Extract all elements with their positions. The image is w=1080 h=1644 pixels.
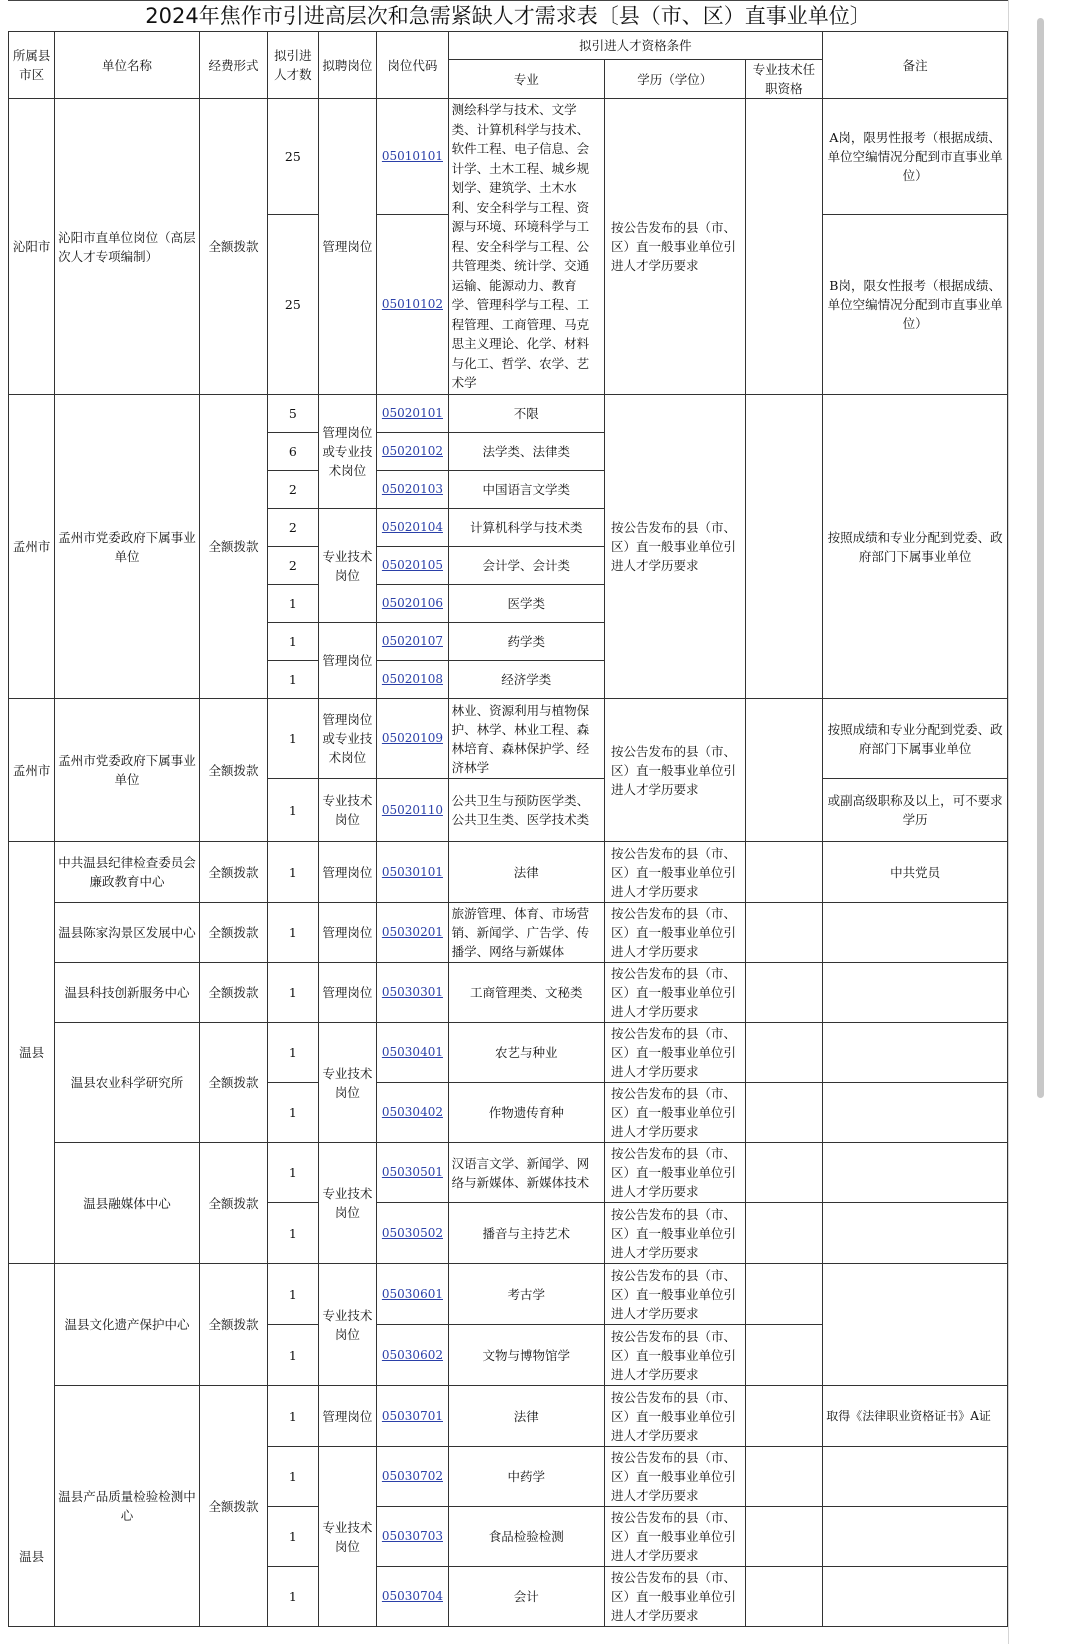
title-req-cell — [745, 1083, 823, 1143]
funding-cell: 全额拨款 — [199, 1264, 267, 1386]
remark-cell: 中共党员 — [823, 842, 1008, 903]
education-cell: 按公告发布的县（市、区）直一般事业单位引进人才学历要求 — [604, 1567, 745, 1627]
funding-cell: 全额拨款 — [199, 842, 267, 903]
post-cell: 专业技术岗位 — [318, 1447, 377, 1627]
title-req-cell — [745, 395, 823, 699]
post-cell: 管理岗位或专业技术岗位 — [318, 699, 377, 779]
title-req-cell — [745, 1325, 823, 1386]
education-cell: 按公告发布的县（市、区）直一般事业单位引进人才学历要求 — [604, 99, 745, 395]
table-row — [9, 903, 1008, 963]
major-cell: 旅游管理、体育、市场营销、新闻学、广告学、传播学、网络与新媒体 — [448, 903, 604, 963]
remark-cell: 按照成绩和专业分配到党委、政府部门下属事业单位 — [823, 699, 1008, 779]
title-req-cell — [745, 1567, 823, 1627]
education-cell: 按公告发布的县（市、区）直一般事业单位引进人才学历要求 — [604, 1507, 745, 1567]
post-code-link[interactable]: 05030703 — [377, 1507, 448, 1567]
major-cell: 法律 — [448, 842, 604, 903]
post-code-link[interactable]: 05010102 — [377, 215, 448, 395]
title-req-cell — [745, 1023, 823, 1083]
post-code-link[interactable]: 05030601 — [377, 1264, 448, 1325]
major-cell: 作物遗传育种 — [448, 1083, 604, 1143]
unit-cell: 孟州市党委政府下属事业单位 — [55, 395, 200, 699]
header-post: 拟聘岗位 — [318, 32, 377, 99]
count-cell: 25 — [268, 99, 318, 215]
count-cell: 2 — [268, 509, 318, 547]
post-code-link[interactable]: 05020110 — [377, 779, 448, 842]
post-cell: 管理岗位 — [318, 963, 377, 1023]
count-cell: 2 — [268, 547, 318, 585]
post-code-link[interactable]: 05030101 — [377, 842, 448, 903]
count-cell: 1 — [268, 1567, 318, 1627]
count-cell: 2 — [268, 471, 318, 509]
count-cell: 1 — [268, 842, 318, 903]
funding-cell: 全额拨款 — [199, 99, 267, 395]
education-cell: 按公告发布的县（市、区）直一般事业单位引进人才学历要求 — [604, 842, 745, 903]
remark-cell: B岗，限女性报考（根据成绩、单位空编情况分配到市直事业单位） — [823, 215, 1008, 395]
post-cell: 专业技术岗位 — [318, 779, 377, 842]
post-code-link[interactable]: 05010101 — [377, 99, 448, 215]
title-req-cell — [745, 1143, 823, 1203]
count-cell: 1 — [268, 661, 318, 699]
count-cell: 1 — [268, 699, 318, 779]
post-code-link[interactable]: 05030401 — [377, 1023, 448, 1083]
unit-cell: 温县农业科学研究所 — [55, 1023, 200, 1143]
post-cell: 管理岗位或专业技术岗位 — [318, 395, 377, 509]
unit-cell: 温县融媒体中心 — [55, 1143, 200, 1264]
post-code-link[interactable]: 05030704 — [377, 1567, 448, 1627]
education-cell: 按公告发布的县（市、区）直一般事业单位引进人才学历要求 — [604, 1083, 745, 1143]
major-cell: 汉语言文学、新闻学、网络与新媒体、新媒体技术 — [448, 1143, 604, 1203]
post-cell: 专业技术岗位 — [318, 1023, 377, 1143]
funding-cell: 全额拨款 — [199, 1023, 267, 1143]
funding-cell: 全额拨款 — [199, 395, 267, 699]
unit-cell: 温县文化遗产保护中心 — [55, 1264, 200, 1386]
document-page — [8, 0, 1008, 1627]
major-cell: 法律 — [448, 1386, 604, 1447]
post-code-link[interactable]: 05030301 — [377, 963, 448, 1023]
remark-cell — [823, 1507, 1008, 1567]
title-req-cell — [745, 99, 823, 395]
major-cell: 法学类、法律类 — [448, 433, 604, 471]
table-row — [9, 1264, 1008, 1325]
count-cell: 1 — [268, 623, 318, 661]
count-cell: 1 — [268, 1143, 318, 1203]
count-cell: 1 — [268, 1325, 318, 1386]
count-cell: 1 — [268, 1386, 318, 1447]
remark-cell — [823, 903, 1008, 963]
county-cell: 温县 — [9, 842, 55, 1264]
funding-cell: 全额拨款 — [199, 1386, 267, 1627]
count-cell: 1 — [268, 903, 318, 963]
post-code-link[interactable]: 05020106 — [377, 585, 448, 623]
table-row — [9, 99, 1008, 215]
title-req-cell — [745, 963, 823, 1023]
major-cell: 药学类 — [448, 623, 604, 661]
table-row — [9, 842, 1008, 903]
unit-cell: 温县科技创新服务中心 — [55, 963, 200, 1023]
header-conditions: 拟引进人才资格条件 — [448, 32, 823, 60]
major-cell: 测绘科学与技术、文学类、计算机科学与技术、软件工程、电子信息、会计学、土木工程、城乡规划学、建筑学、土木水利、安全科学与工程、资源与环境、环境科学与工程、安全科学与工程、公共管理类、统计学、交通运输、能源动力、教育学、管理科学与工程、工程管理、工商管理、马克思主义理论、化学、材料与化工、哲学、农学、艺术学 — [448, 99, 604, 395]
post-cell: 管理岗位 — [318, 99, 377, 395]
major-cell: 中药学 — [448, 1447, 604, 1507]
education-cell: 按公告发布的县（市、区）直一般事业单位引进人才学历要求 — [604, 963, 745, 1023]
title-req-cell — [745, 699, 823, 842]
header-county: 所属县市区 — [9, 32, 55, 99]
page-right-edge — [1008, 0, 1009, 1644]
count-cell: 1 — [268, 1203, 318, 1264]
header-title-req: 专业技术任职资格 — [745, 60, 823, 99]
education-cell: 按公告发布的县（市、区）直一般事业单位引进人才学历要求 — [604, 1325, 745, 1386]
education-cell: 按公告发布的县（市、区）直一般事业单位引进人才学历要求 — [604, 1264, 745, 1325]
remark-cell: 或副高级职称及以上，可不要求学历 — [823, 779, 1008, 842]
post-code-link[interactable]: 05030201 — [377, 903, 448, 963]
remark-cell — [823, 1447, 1008, 1507]
post-cell: 管理岗位 — [318, 842, 377, 903]
post-code-link[interactable]: 05020103 — [377, 471, 448, 509]
unit-cell: 中共温县纪律检查委员会廉政教育中心 — [55, 842, 200, 903]
funding-cell: 全额拨款 — [199, 699, 267, 842]
remark-cell: 按照成绩和专业分配到党委、政府部门下属事业单位 — [823, 395, 1008, 699]
post-code-link[interactable]: 05020108 — [377, 661, 448, 699]
major-cell: 中国语言文学类 — [448, 471, 604, 509]
header-count: 拟引进人才数 — [268, 32, 318, 99]
table-row — [9, 963, 1008, 1023]
title-req-cell — [745, 1203, 823, 1264]
unit-cell: 温县陈家沟景区发展中心 — [55, 903, 200, 963]
count-cell: 1 — [268, 1264, 318, 1325]
remark-cell: A岗，限男性报考（根据成绩、单位空编情况分配到市直事业单位） — [823, 99, 1008, 215]
count-cell: 1 — [268, 1023, 318, 1083]
major-cell: 不限 — [448, 395, 604, 433]
recruitment-table — [8, 31, 1008, 1627]
county-cell: 孟州市 — [9, 699, 55, 842]
major-cell: 农艺与种业 — [448, 1023, 604, 1083]
remark-cell — [823, 1567, 1008, 1627]
post-cell: 管理岗位 — [318, 623, 377, 699]
county-cell: 沁阳市 — [9, 99, 55, 395]
count-cell: 1 — [268, 1447, 318, 1507]
unit-cell: 沁阳市直单位岗位（高层次人才专项编制） — [55, 99, 200, 395]
education-cell: 按公告发布的县（市、区）直一般事业单位引进人才学历要求 — [604, 699, 745, 842]
header-row — [9, 32, 1008, 60]
table-title: 2024年焦作市引进高层次和急需紧缺人才需求表〔县（市、区）直事业单位〕 — [8, 0, 1008, 31]
post-code-link[interactable]: 05030502 — [377, 1203, 448, 1264]
post-code-link[interactable]: 05020109 — [377, 699, 448, 779]
education-cell: 按公告发布的县（市、区）直一般事业单位引进人才学历要求 — [604, 903, 745, 963]
major-cell: 文物与博物馆学 — [448, 1325, 604, 1386]
title-req-cell — [745, 842, 823, 903]
post-cell: 专业技术岗位 — [318, 1264, 377, 1386]
header-funding: 经费形式 — [199, 32, 267, 99]
major-cell: 播音与主持艺术 — [448, 1203, 604, 1264]
table-row — [9, 699, 1008, 779]
major-cell: 林业、资源利用与植物保护、林学、林业工程、森林培育、森林保护学、经济林学 — [448, 699, 604, 779]
vertical-scrollbar-thumb[interactable] — [1037, 18, 1044, 1098]
post-code-link[interactable]: 05020107 — [377, 623, 448, 661]
post-code-link[interactable]: 05030602 — [377, 1325, 448, 1386]
remark-cell — [823, 1023, 1008, 1083]
header-code: 岗位代码 — [377, 32, 448, 99]
education-cell: 按公告发布的县（市、区）直一般事业单位引进人才学历要求 — [604, 1023, 745, 1083]
funding-cell: 全额拨款 — [199, 1143, 267, 1264]
major-cell: 工商管理类、文秘类 — [448, 963, 604, 1023]
count-cell: 1 — [268, 1083, 318, 1143]
remark-cell — [823, 963, 1008, 1023]
header-major: 专业 — [448, 60, 604, 99]
major-cell: 食品检验检测 — [448, 1507, 604, 1567]
remark-cell — [823, 1083, 1008, 1143]
education-cell: 按公告发布的县（市、区）直一般事业单位引进人才学历要求 — [604, 1386, 745, 1447]
major-cell: 医学类 — [448, 585, 604, 623]
funding-cell: 全额拨款 — [199, 963, 267, 1023]
table-row — [9, 395, 1008, 433]
count-cell: 1 — [268, 963, 318, 1023]
count-cell: 1 — [268, 779, 318, 842]
post-code-link[interactable]: 05030702 — [377, 1447, 448, 1507]
title-req-cell — [745, 1386, 823, 1447]
post-cell: 管理岗位 — [318, 903, 377, 963]
title-req-cell — [745, 1507, 823, 1567]
unit-cell: 孟州市党委政府下属事业单位 — [55, 699, 200, 842]
count-cell: 25 — [268, 215, 318, 395]
post-code-link[interactable]: 05030501 — [377, 1143, 448, 1203]
table-row — [9, 1143, 1008, 1203]
title-req-cell — [745, 903, 823, 963]
post-cell: 专业技术岗位 — [318, 509, 377, 623]
education-cell: 按公告发布的县（市、区）直一般事业单位引进人才学历要求 — [604, 1447, 745, 1507]
header-unit: 单位名称 — [55, 32, 200, 99]
remark-cell — [823, 1203, 1008, 1264]
post-cell: 专业技术岗位 — [318, 1143, 377, 1264]
header-remark: 备注 — [823, 32, 1008, 99]
remark-cell: 取得《法律职业资格证书》A证 — [823, 1386, 1008, 1447]
count-cell: 1 — [268, 1507, 318, 1567]
major-cell: 公共卫生与预防医学类、公共卫生类、医学技术类 — [448, 779, 604, 842]
education-cell: 按公告发布的县（市、区）直一般事业单位引进人才学历要求 — [604, 395, 745, 699]
post-code-link[interactable]: 05030402 — [377, 1083, 448, 1143]
unit-cell: 温县产品质量检验检测中心 — [55, 1386, 200, 1627]
major-cell: 会计学、会计类 — [448, 547, 604, 585]
major-cell: 考古学 — [448, 1264, 604, 1325]
count-cell: 1 — [268, 585, 318, 623]
major-cell: 会计 — [448, 1567, 604, 1627]
post-cell: 管理岗位 — [318, 1386, 377, 1447]
major-cell: 经济学类 — [448, 661, 604, 699]
education-cell: 按公告发布的县（市、区）直一般事业单位引进人才学历要求 — [604, 1143, 745, 1203]
table-row — [9, 1023, 1008, 1083]
post-code-link[interactable]: 05020102 — [377, 433, 448, 471]
title-req-cell — [745, 1264, 823, 1325]
funding-cell: 全额拨款 — [199, 903, 267, 963]
education-cell: 按公告发布的县（市、区）直一般事业单位引进人才学历要求 — [604, 1203, 745, 1264]
remark-cell — [823, 1264, 1008, 1386]
post-code-link[interactable]: 05030701 — [377, 1386, 448, 1447]
county-cell: 温县 — [9, 1264, 55, 1627]
table-row — [9, 1386, 1008, 1447]
major-cell: 计算机科学与技术类 — [448, 509, 604, 547]
header-education: 学历（学位） — [604, 60, 745, 99]
count-cell: 6 — [268, 433, 318, 471]
count-cell: 5 — [268, 395, 318, 433]
post-code-link[interactable]: 05020104 — [377, 509, 448, 547]
post-code-link[interactable]: 05020101 — [377, 395, 448, 433]
remark-cell — [823, 1143, 1008, 1203]
title-req-cell — [745, 1447, 823, 1507]
post-code-link[interactable]: 05020105 — [377, 547, 448, 585]
county-cell: 孟州市 — [9, 395, 55, 699]
